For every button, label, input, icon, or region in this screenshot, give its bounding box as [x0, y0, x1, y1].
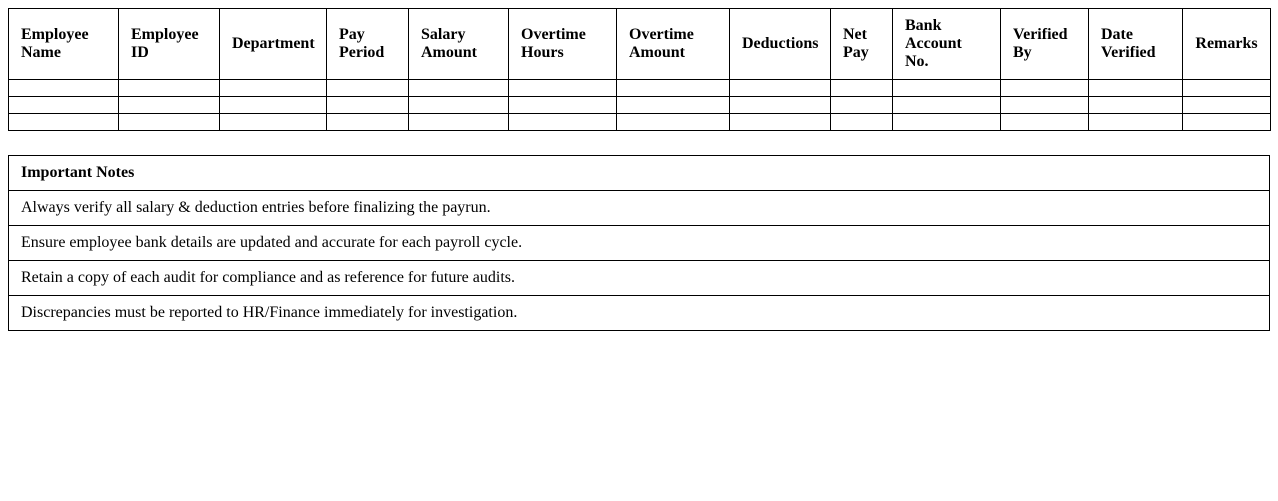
table-cell[interactable] — [119, 80, 220, 97]
table-cell[interactable] — [220, 114, 327, 131]
table-cell[interactable] — [893, 97, 1001, 114]
header-verified-by: Verified By — [1001, 9, 1089, 80]
table-row — [9, 97, 1271, 114]
header-employee-id: Employee ID — [119, 9, 220, 80]
note-item: Always verify all salary & deduction entries before finalizing the payrun. — [9, 191, 1270, 226]
table-cell[interactable] — [730, 80, 831, 97]
header-deductions: Deductions — [730, 9, 831, 80]
header-pay-period: Pay Period — [327, 9, 409, 80]
table-cell[interactable] — [1183, 97, 1271, 114]
header-remarks: Remarks — [1183, 9, 1271, 80]
notes-title: Important Notes — [9, 156, 1270, 191]
table-cell[interactable] — [409, 80, 509, 97]
table-cell[interactable] — [509, 97, 617, 114]
table-cell[interactable] — [119, 114, 220, 131]
table-cell[interactable] — [617, 97, 730, 114]
table-cell[interactable] — [1183, 114, 1271, 131]
note-row — [9, 191, 1270, 226]
table-cell[interactable] — [831, 114, 893, 131]
table-cell[interactable] — [617, 80, 730, 97]
notes-title-row — [9, 156, 1270, 191]
table-cell[interactable] — [1089, 97, 1183, 114]
table-cell[interactable] — [327, 80, 409, 97]
note-row — [9, 261, 1270, 296]
header-employee-name: Employee Name — [9, 9, 119, 80]
header-net-pay: Net Pay — [831, 9, 893, 80]
table-cell[interactable] — [327, 114, 409, 131]
table-cell[interactable] — [9, 80, 119, 97]
note-row — [9, 296, 1270, 331]
table-cell[interactable] — [1089, 114, 1183, 131]
table-cell[interactable] — [119, 97, 220, 114]
table-cell[interactable] — [1089, 80, 1183, 97]
table-cell[interactable] — [893, 114, 1001, 131]
table-cell[interactable] — [730, 97, 831, 114]
table-cell[interactable] — [409, 97, 509, 114]
header-bank-account-no: Bank Account No. — [893, 9, 1001, 80]
table-cell[interactable] — [220, 80, 327, 97]
table-row — [9, 80, 1271, 97]
table-cell[interactable] — [9, 114, 119, 131]
header-overtime-amount: Overtime Amount — [617, 9, 730, 80]
table-cell[interactable] — [220, 97, 327, 114]
note-item: Retain a copy of each audit for compliance and as reference for future audits. — [9, 261, 1270, 296]
table-cell[interactable] — [327, 97, 409, 114]
table-body — [9, 80, 1271, 131]
important-notes-table — [8, 155, 1270, 331]
header-overtime-hours: Overtime Hours — [509, 9, 617, 80]
table-cell[interactable] — [509, 114, 617, 131]
header-department: Department — [220, 9, 327, 80]
table-header-row — [9, 9, 1271, 80]
table-cell[interactable] — [831, 97, 893, 114]
payroll-audit-table — [8, 8, 1271, 131]
note-item: Discrepancies must be reported to HR/Finance immediately for investigation. — [9, 296, 1270, 331]
table-row — [9, 114, 1271, 131]
table-cell[interactable] — [1183, 80, 1271, 97]
table-cell[interactable] — [617, 114, 730, 131]
table-cell[interactable] — [831, 80, 893, 97]
table-cell[interactable] — [9, 97, 119, 114]
note-row — [9, 226, 1270, 261]
table-cell[interactable] — [1001, 80, 1089, 97]
table-cell[interactable] — [409, 114, 509, 131]
table-cell[interactable] — [509, 80, 617, 97]
note-item: Ensure employee bank details are updated and accurate for each payroll cycle. — [9, 226, 1270, 261]
table-cell[interactable] — [893, 80, 1001, 97]
table-cell[interactable] — [1001, 97, 1089, 114]
header-salary-amount: Salary Amount — [409, 9, 509, 80]
table-cell[interactable] — [1001, 114, 1089, 131]
table-cell[interactable] — [730, 114, 831, 131]
header-date-verified: Date Verified — [1089, 9, 1183, 80]
